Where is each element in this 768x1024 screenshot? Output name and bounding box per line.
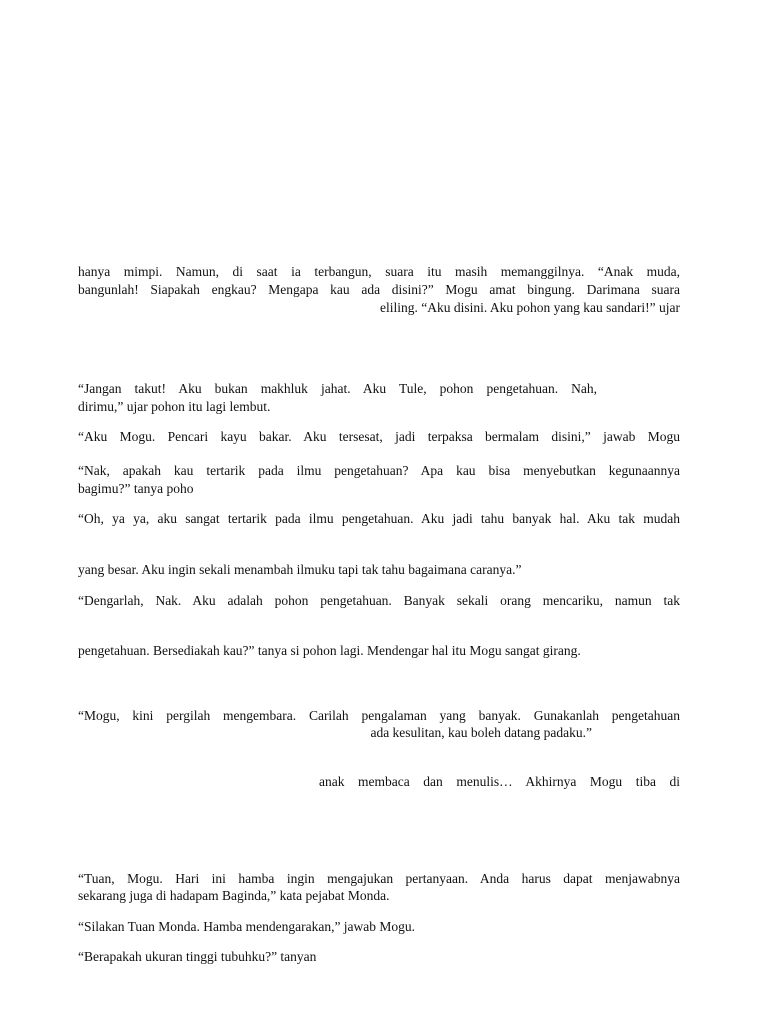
text-line: pengetahuan. Bersediakah kau?” tanya si pohon lagi. Mendengar hal itu Mogu sangat girang. xyxy=(78,643,581,658)
text-line: “Aku Mogu. Pencari kayu bakar. Aku tersesat, jadi terpaksa bermalam disini,” jawab Mogu xyxy=(78,429,680,444)
text-line: “Silakan Tuan Monda. Hamba mendengarakan,” jawab Mogu. xyxy=(78,919,416,934)
text-line: dirimu,” ujar pohon itu lagi lembut. xyxy=(78,399,271,414)
text-line: bagimu?” tanya poho xyxy=(78,481,194,496)
text-line: yang besar. Aku ingin sekali menambah ilmuku tapi tak tahu bagaimana caranya.” xyxy=(78,562,522,577)
text-line: “Mogu, kini pergilah mengembara. Carilah pengalaman yang banyak. Gunakanlah pengetahuan xyxy=(78,708,680,723)
text-line: hanya mimpi. Namun, di saat ia terbangun, suara itu masih memanggilnya. “Anak muda, xyxy=(78,264,680,279)
text-line: “Tuan, Mogu. Hari ini hamba ingin mengajukan pertanyaan. Anda harus dapat menjawabnya xyxy=(78,871,680,886)
text-line: “Berapakah ukuran tinggi tubuhku?” tanyan xyxy=(78,949,317,964)
text-line: “Dengarlah, Nak. Aku adalah pohon pengetahuan. Banyak sekali orang mencariku, namun tak xyxy=(78,593,680,608)
text-line: “Jangan takut! Aku bukan makhluk jahat. Aku Tule, pohon pengetahuan. Nah, xyxy=(78,381,597,396)
text-line: anak membaca dan menulis… Akhirnya Mogu tiba di xyxy=(319,774,680,789)
text-line: bangunlah! Siapakah engkau? Mengapa kau ada disini?” Mogu amat bingung. Darimana suara xyxy=(78,282,680,297)
text-line: “Nak, apakah kau tertarik pada ilmu pengetahuan? Apa kau bisa menyebutkan kegunaannya xyxy=(78,463,680,478)
text-line: “Oh, ya ya, aku sangat tertarik pada ilmu pengetahuan. Aku jadi tahu banyak hal. Aku tak mudah xyxy=(78,511,680,526)
text-line: sekarang juga di hadapam Baginda,” kata pejabat Monda. xyxy=(78,888,390,903)
text-line: ada kesulitan, kau boleh datang padaku.” xyxy=(370,725,592,740)
text-line: eliling. “Aku disini. Aku pohon yang kau sandari!” ujar xyxy=(380,300,680,315)
